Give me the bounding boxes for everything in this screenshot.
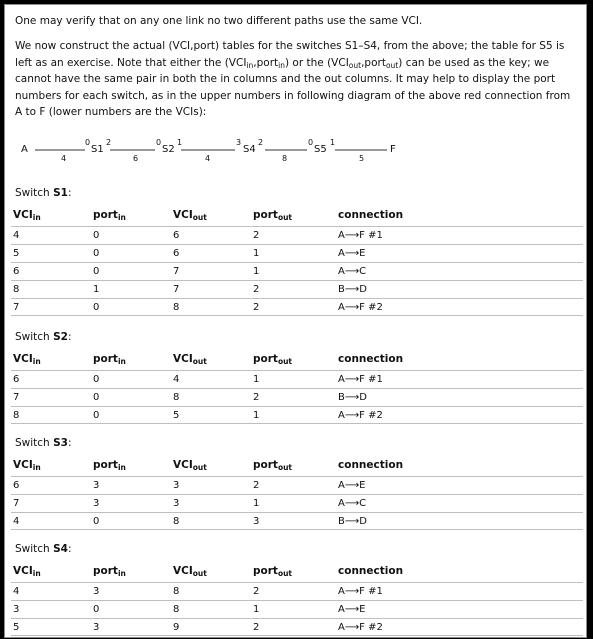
table-cell: 8 xyxy=(13,410,20,421)
table-cell: 8 xyxy=(173,586,180,597)
table-row xyxy=(11,512,583,530)
table-header xyxy=(11,562,583,582)
table-cell: 1 xyxy=(93,284,100,295)
vci-label: 4 xyxy=(61,154,67,163)
table-cell: 6 xyxy=(13,374,20,385)
switch-s2-table xyxy=(11,350,583,424)
table-cell: A⟶F #2 xyxy=(338,302,383,313)
table-cell: 0 xyxy=(93,392,100,403)
table-row xyxy=(11,476,583,494)
s5-port-right: 1 xyxy=(330,138,336,147)
header-vci-out: $VCI_{out}$ xyxy=(173,209,207,222)
table-cell: 4 xyxy=(173,374,180,385)
table-row xyxy=(11,582,583,600)
table-cell: 8 xyxy=(173,392,180,403)
switch-s3-title: Switch S3: xyxy=(15,437,72,449)
table-row xyxy=(11,262,583,280)
header-port-out: port$_{out}$ xyxy=(253,209,293,222)
table-row xyxy=(11,280,583,298)
table-cell: 0 xyxy=(93,374,100,385)
table-cell: 0 xyxy=(93,410,100,421)
table-row xyxy=(11,388,583,406)
table-cell: A⟶E xyxy=(338,480,366,491)
table-cell: 2 xyxy=(253,480,260,491)
switch-s2-label: S2 xyxy=(162,144,175,155)
switch-s4-table xyxy=(11,562,583,636)
table-cell: A⟶C xyxy=(338,266,367,277)
switch-s3-table xyxy=(11,456,583,530)
table-cell: 5 xyxy=(173,410,180,421)
s4-port-right: 2 xyxy=(258,138,264,147)
table-cell: 5 xyxy=(13,622,20,633)
table-row xyxy=(11,244,583,262)
table-cell: 1 xyxy=(253,374,260,385)
table-cell: A⟶F #2 xyxy=(338,622,383,633)
subscript: out xyxy=(348,60,362,70)
table-cell: 2 xyxy=(253,302,260,313)
table-cell: 1 xyxy=(253,248,260,259)
header-connection: connection xyxy=(338,459,404,471)
table-cell: 0 xyxy=(93,516,100,527)
header-port-in: port$_{in}$ xyxy=(93,209,126,222)
vci-label: 6 xyxy=(133,154,139,163)
table-header xyxy=(11,456,583,476)
table-cell: 1 xyxy=(253,498,260,509)
table-row xyxy=(11,406,583,424)
explanation-line-3: same pair in both the in columns and the out columns. It may help to display the port numbers for each switch, xyxy=(15,73,556,102)
switch-s4-title: Switch S4: xyxy=(15,543,72,555)
header-vci-out: $VCI_{out}$ xyxy=(173,565,207,578)
endpoint-a: A xyxy=(21,144,28,155)
table-header xyxy=(11,206,583,226)
subscript: in xyxy=(278,60,285,70)
s2-port-left: 0 xyxy=(156,138,162,147)
table-cell: A⟶E xyxy=(338,248,366,259)
table-cell: 7 xyxy=(173,284,180,295)
table-cell: 7 xyxy=(13,498,20,509)
table-cell: A⟶F #2 xyxy=(338,410,383,421)
table-cell: 5 xyxy=(13,248,20,259)
header-connection: connection xyxy=(338,209,404,221)
table-cell: 7 xyxy=(173,266,180,277)
table-row xyxy=(11,298,583,316)
table-row xyxy=(11,494,583,512)
header-vci-out: $VCI_{out}$ xyxy=(173,459,207,472)
header-connection: connection xyxy=(338,565,404,577)
table-cell: 8 xyxy=(13,284,20,295)
table-cell: 7 xyxy=(13,392,20,403)
table-cell: 7 xyxy=(13,302,20,313)
s1-port-right: 2 xyxy=(106,138,112,147)
table-cell: 9 xyxy=(173,622,180,633)
subscript: in xyxy=(246,60,254,70)
table-cell: 2 xyxy=(253,230,260,241)
table-cell: 2 xyxy=(253,622,260,633)
table-cell: 0 xyxy=(93,302,100,313)
table-cell: 6 xyxy=(173,230,180,241)
table-row xyxy=(11,226,583,244)
vci-label: 4 xyxy=(205,154,211,163)
table-cell: 2 xyxy=(253,284,260,295)
table-cell: 2 xyxy=(253,392,260,403)
s2-port-right: 1 xyxy=(177,138,183,147)
table-cell: 3 xyxy=(13,604,20,615)
header-vci-in: $VCI_{in}$ xyxy=(13,353,41,366)
table-cell: A⟶F #1 xyxy=(338,230,383,241)
table-cell: 3 xyxy=(93,586,100,597)
switch-s1-label: S1 xyxy=(91,144,104,155)
table-cell: 1 xyxy=(253,266,260,277)
explanation-line-2a: an exercise. Note that either the (VCI xyxy=(50,56,247,69)
table-cell: B⟶D xyxy=(338,516,367,527)
table-cell: 4 xyxy=(13,516,20,527)
table-cell: 3 xyxy=(253,516,260,527)
table-cell: 6 xyxy=(13,480,20,491)
table-cell: 1 xyxy=(253,604,260,615)
header-port-out: port$_{out}$ xyxy=(253,565,293,578)
table-cell: 3 xyxy=(173,498,180,509)
s1-port-left: 0 xyxy=(85,138,91,147)
vci-label: 5 xyxy=(359,154,365,163)
explanation-line-4: as in the upper numbers in following diagram of the above red connection from A to F (lower numbers are the xyxy=(15,89,571,119)
table-cell: 8 xyxy=(173,516,180,527)
explanation-line-2d: ,port xyxy=(361,56,386,69)
switch-s4-label: S4 xyxy=(243,144,256,155)
table-cell: 1 xyxy=(253,410,260,421)
table-cell: 6 xyxy=(173,248,180,259)
header-port-out: port$_{out}$ xyxy=(253,353,293,366)
table-cell: 2 xyxy=(253,586,260,597)
header-vci-in: $VCI_{in}$ xyxy=(13,565,41,578)
table-cell: 3 xyxy=(93,622,100,633)
table-cell: 4 xyxy=(13,586,20,597)
table-cell: 4 xyxy=(13,230,20,241)
table-cell: 0 xyxy=(93,266,100,277)
document-page xyxy=(4,4,587,638)
table-cell: B⟶D xyxy=(338,284,367,295)
table-cell: 3 xyxy=(173,480,180,491)
header-vci-in: $VCI_{in}$ xyxy=(13,209,41,222)
table-cell: A⟶C xyxy=(338,498,367,509)
table-cell: 8 xyxy=(173,604,180,615)
explanation-paragraph xyxy=(15,38,578,121)
table-row xyxy=(11,618,583,636)
table-row xyxy=(11,370,583,388)
switch-s1-table xyxy=(11,206,583,316)
table-cell: A⟶E xyxy=(338,604,366,615)
switch-s1-title: Switch S1: xyxy=(15,187,72,199)
connection-diagram xyxy=(5,135,587,175)
table-cell: 8 xyxy=(173,302,180,313)
header-connection: connection xyxy=(338,353,404,365)
table-header xyxy=(11,350,583,370)
explanation-line-2b: ,port xyxy=(253,56,279,69)
table-cell: 6 xyxy=(13,266,20,277)
table-cell: 3 xyxy=(93,480,100,491)
header-vci-out: $VCI_{out}$ xyxy=(173,353,207,366)
vci-label: 8 xyxy=(282,154,288,163)
s5-port-left: 0 xyxy=(308,138,314,147)
explanation-line-2c: ) or the (VCI xyxy=(285,56,349,69)
subscript: out xyxy=(385,60,399,70)
table-cell: A⟶F #1 xyxy=(338,374,383,385)
intro-paragraph: One may verify that on any one link no two different paths use the same VCI. xyxy=(15,15,423,27)
table-cell: 3 xyxy=(93,498,100,509)
table-row xyxy=(11,600,583,618)
s4-port-left: 3 xyxy=(236,138,242,147)
table-cell: 0 xyxy=(93,248,100,259)
table-cell: 0 xyxy=(93,230,100,241)
switch-s2-title: Switch S2: xyxy=(15,331,72,343)
table-cell: B⟶D xyxy=(338,392,367,403)
header-port-out: port$_{out}$ xyxy=(253,459,293,472)
header-port-in: port$_{in}$ xyxy=(93,353,126,366)
switch-s5-label: S5 xyxy=(314,144,327,155)
header-port-in: port$_{in}$ xyxy=(93,565,126,578)
header-port-in: port$_{in}$ xyxy=(93,459,126,472)
explanation-line-2e: ) can be used as the key; we cannot have the xyxy=(15,56,550,86)
endpoint-f: F xyxy=(390,144,396,155)
table-cell: 0 xyxy=(93,604,100,615)
table-cell: A⟶F #1 xyxy=(338,586,383,597)
explanation-line-5: VCIs): xyxy=(175,106,207,119)
header-vci-in: $VCI_{in}$ xyxy=(13,459,41,472)
explanation-line-1: We now construct the actual (VCI,port) tables for the switches S1–S4, from the above; the table for S5 is left as xyxy=(15,40,565,69)
